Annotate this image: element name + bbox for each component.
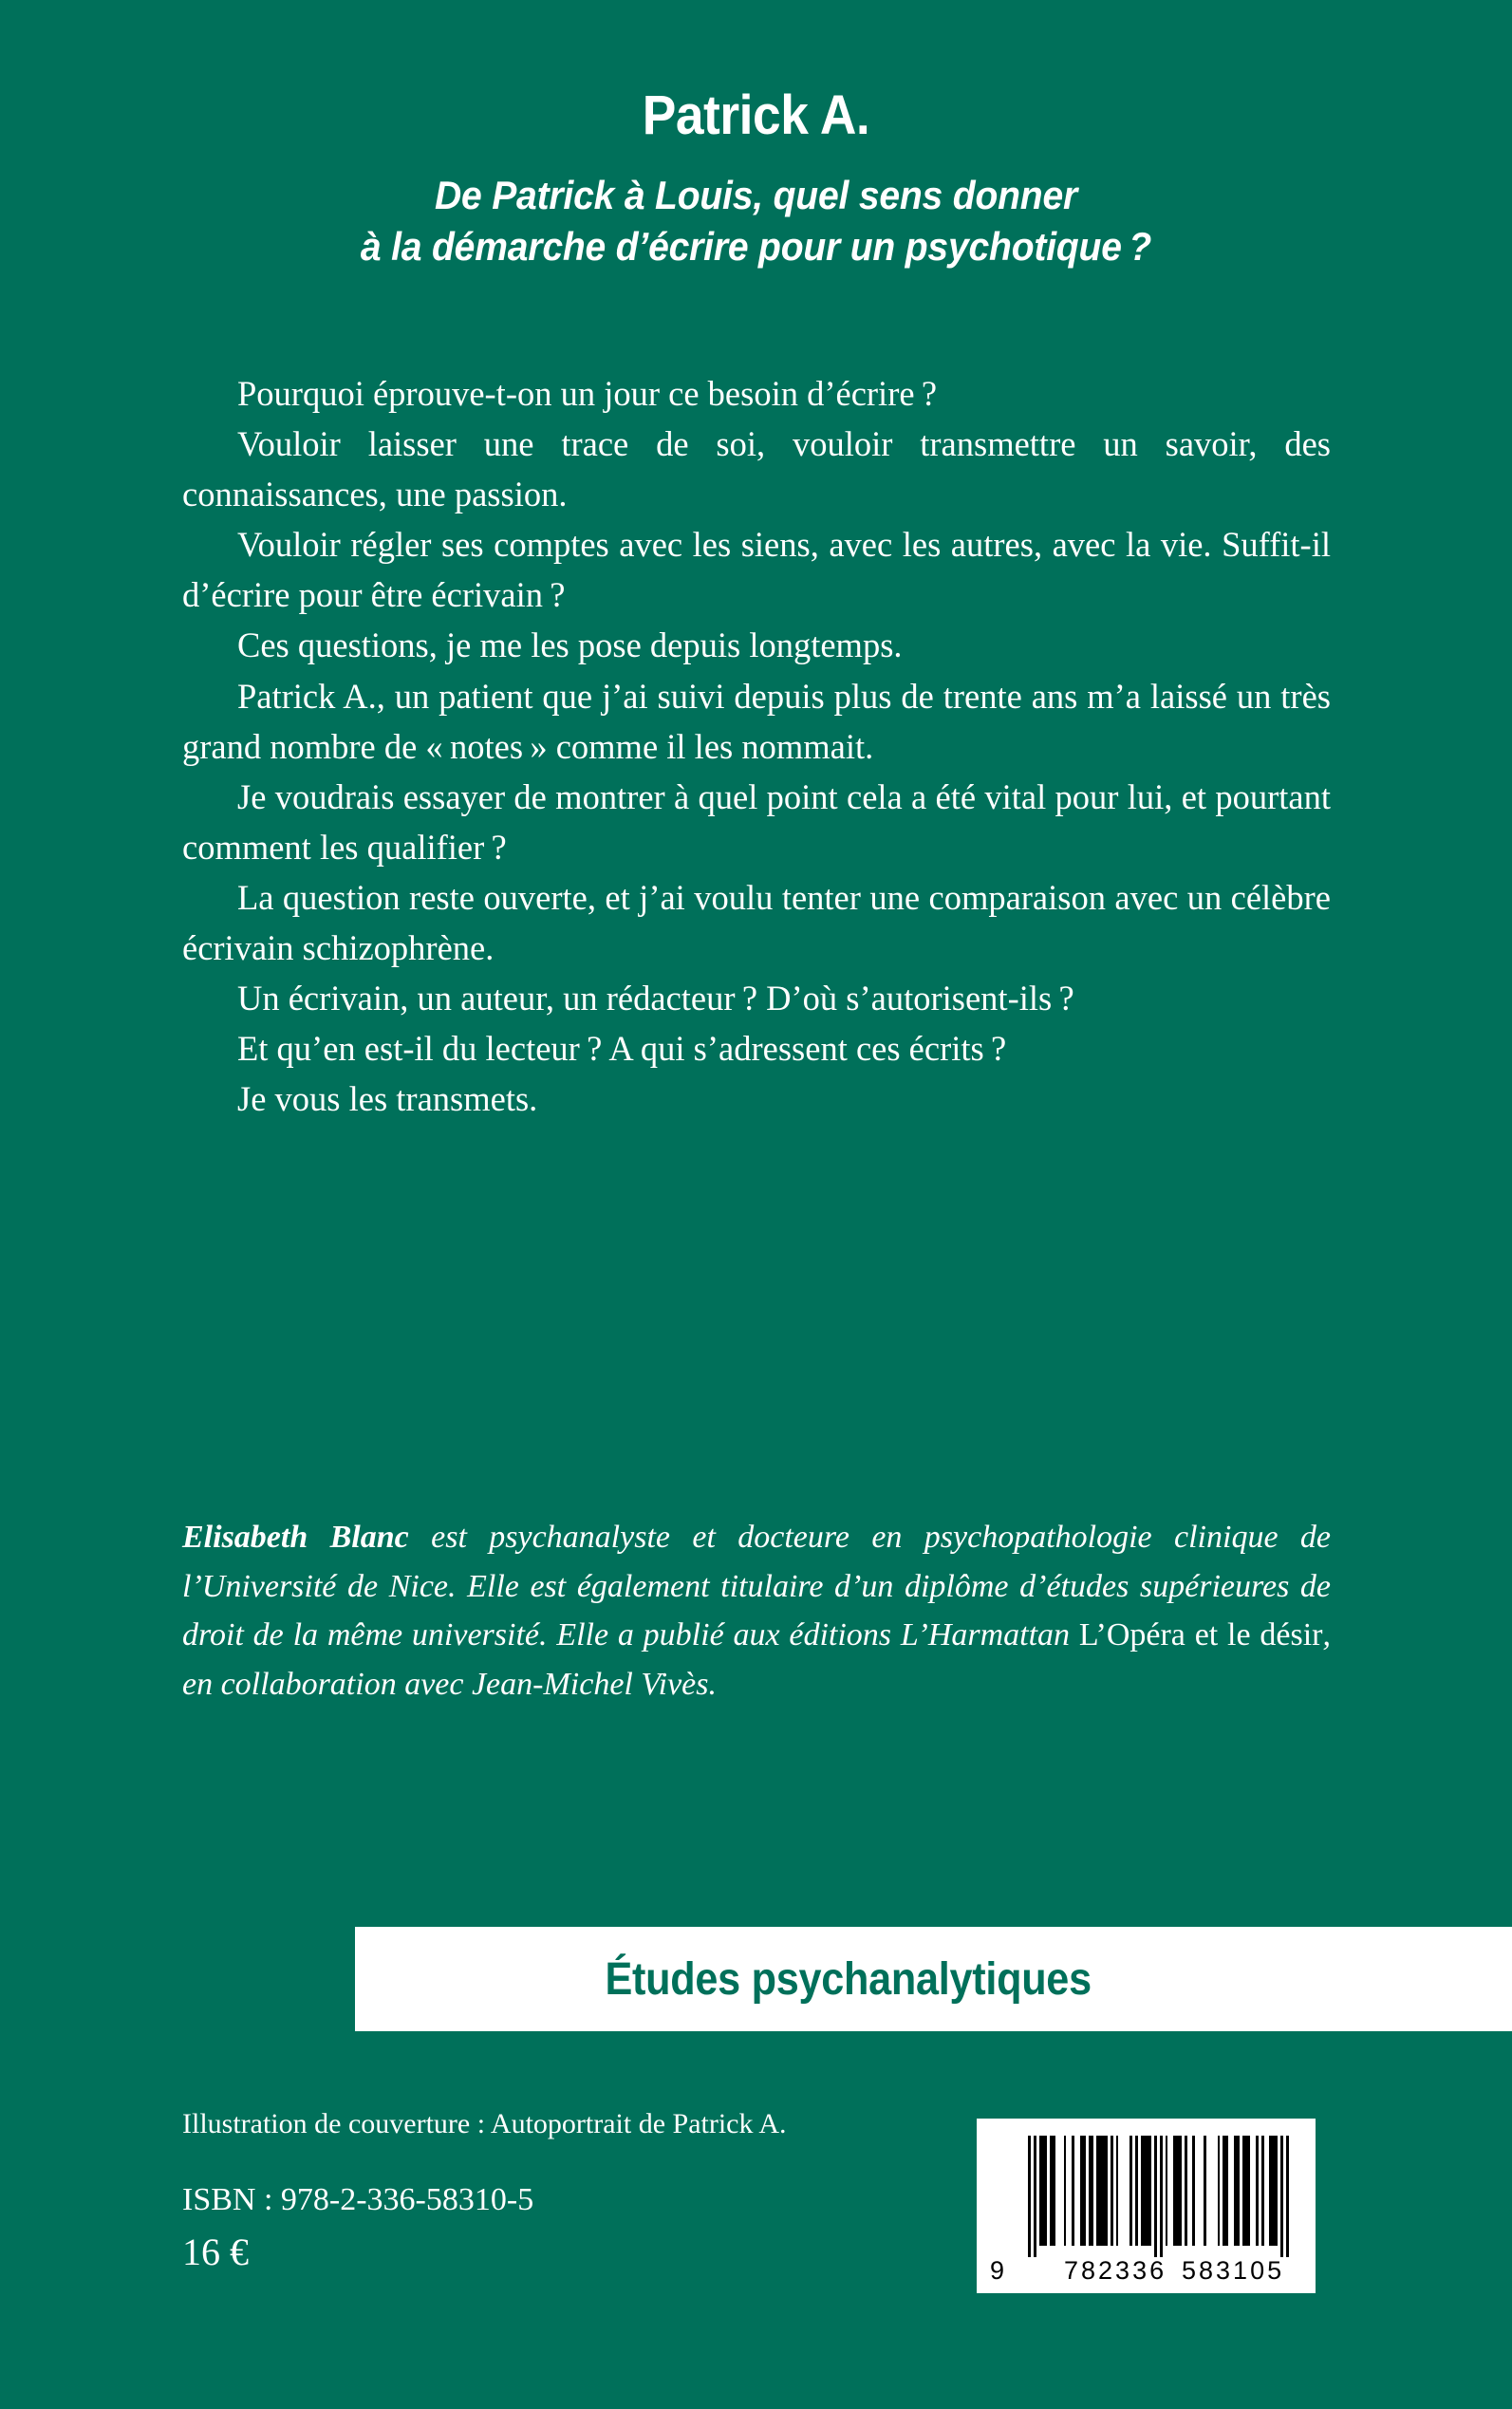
barcode-bar — [1039, 2136, 1048, 2246]
barcode-bar — [1141, 2136, 1152, 2246]
barcode-bar — [1195, 2136, 1204, 2246]
blurb-paragraph: Un écrivain, un auteur, un rédacteur ? D’où s’autorisent-ils ? — [237, 979, 1074, 1018]
barcode-bar — [1118, 2136, 1129, 2246]
blurb-paragraph: Pourquoi éprouve-t-on un jour ce besoin d’écrire ? — [237, 374, 938, 413]
barcode-bar — [1055, 2136, 1064, 2246]
barcode-right-group: 583105 — [1182, 2256, 1285, 2285]
blurb-paragraph: La question reste ouverte, et j’ai voulu tenter une comparaison avec un célèbre écrivain schizophrène. — [182, 877, 1331, 968]
isbn-text: ISBN : 978-2-336-58310-5 — [182, 2182, 534, 2217]
barcode-left-group: 782336 — [1064, 2256, 1167, 2285]
barcode-digits — [977, 2257, 1316, 2286]
blurb-paragraph: Vouloir laisser une trace de soi, vouloir transmettre un savoir, des connaissances, une passion. — [182, 424, 1331, 514]
subtitle-line-1: De Patrick à Louis, quel sens donner — [434, 172, 1078, 217]
barcode-bar — [1096, 2136, 1108, 2246]
blurb-paragraph: Je voudrais essayer de montrer à quel point cela a été vital pour lui, et pourtant comment les qualifier ? — [182, 776, 1331, 867]
author-bio-text-before: est psychanalyste et docteure en psychopathologie clinique de l’Université de Nice. Elle est également titulaire d’un diplôme d’études supérieures de droit de la même université. Elle a publié aux éditions L’Harmattan — [182, 1520, 1331, 1653]
barcode-bar — [1242, 2136, 1251, 2246]
barcode-bars — [1028, 2136, 1289, 2246]
barcode-bar — [1286, 2136, 1289, 2257]
subtitle-line-2: à la démarche d’écrire pour un psychotique ? — [360, 224, 1152, 270]
series-name: Études psychanalytiques — [605, 1953, 1092, 2005]
barcode-bar — [1269, 2136, 1278, 2246]
author-bio-paragraph — [182, 1513, 1331, 1709]
author-bio — [182, 1513, 1331, 1709]
cover-illustration-credit: Illustration de couverture : Autoportrait de Patrick A. — [182, 2108, 787, 2139]
author-bio-work-title: L’Opéra et le désir — [1078, 1617, 1323, 1653]
barcode-bar — [1173, 2136, 1182, 2246]
author-bio-name: Elisabeth Blanc — [182, 1520, 409, 1555]
author-bio-text-after: , en collaboration avec Jean-Michel Vivès. — [182, 1617, 1331, 1703]
barcode-ean13 — [977, 2119, 1316, 2293]
blurb-text — [182, 368, 1331, 1124]
author-name: Patrick A. — [642, 84, 870, 146]
series-banner — [355, 1927, 1512, 2031]
book-subtitle — [53, 170, 1459, 273]
barcode-lead-digit: 9 — [990, 2256, 1005, 2285]
blurb-paragraph: Patrick A., un patient que j’ai suivi depuis plus de trente ans m’a laissé un très grand nombre de « notes » comme il les nommait. — [182, 676, 1331, 766]
blurb-paragraph: Je vous les transmets. — [237, 1079, 538, 1119]
price-text: 16 € — [182, 2230, 249, 2273]
blurb-paragraph: Vouloir régler ses comptes avec les siens, avec les autres, avec la vie. Suffit-il d’écrire pour être écrivain ? — [182, 525, 1331, 615]
blurb-paragraph: Et qu’en est-il du lecteur ? A qui s’adressent ces écrits ? — [237, 1029, 1007, 1069]
footer-block — [182, 2107, 980, 2275]
barcode-bar — [1206, 2136, 1218, 2246]
blurb-paragraph: Ces questions, je me les pose depuis longtemps. — [237, 626, 903, 665]
title-block — [0, 84, 1512, 273]
